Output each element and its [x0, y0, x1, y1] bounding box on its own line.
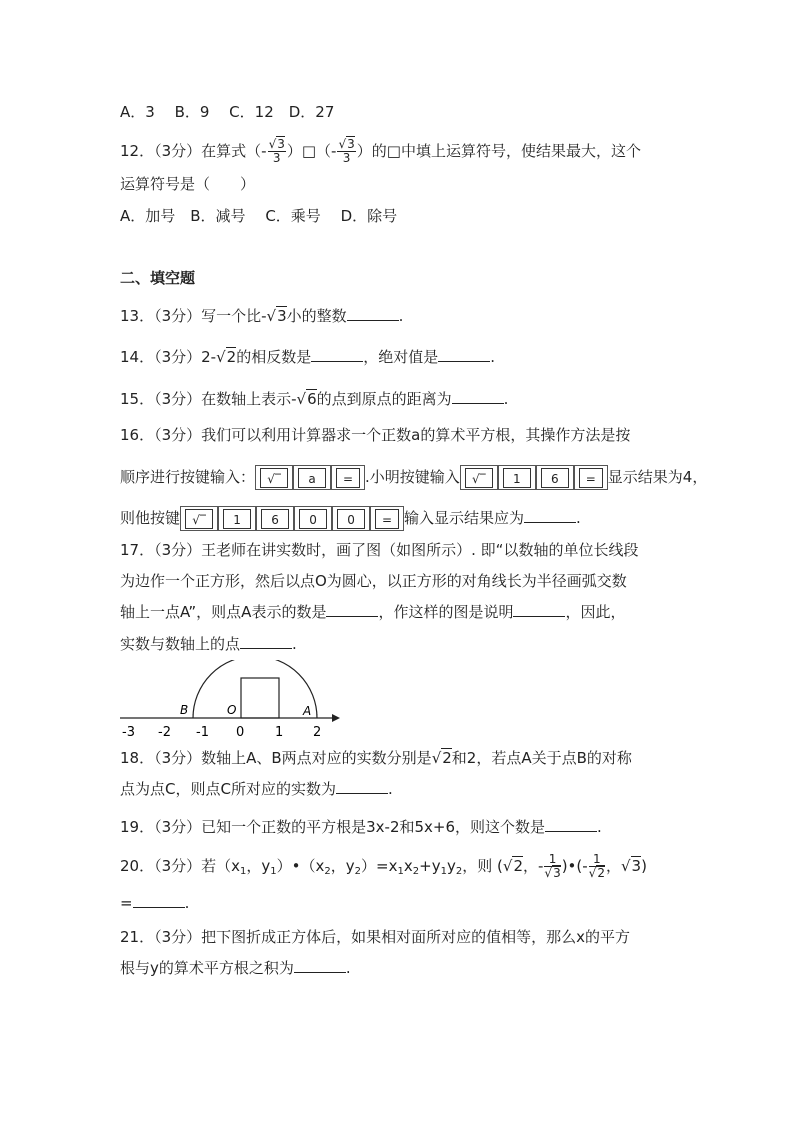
q20-line2: = . [120, 894, 190, 912]
section-title: 二、填空题 [120, 269, 196, 287]
tick-label: -3 [122, 725, 135, 740]
q17-line1: 17．（3分）王老师在讲实数时，画了图（如图所示）. 即“以数轴的单位长线段 [120, 541, 639, 559]
answer-blank[interactable] [240, 634, 292, 649]
sqrt-key: √‾ [260, 468, 288, 488]
zero-key: 0 [337, 509, 365, 529]
q12-line2: 运算符号是（ ） [120, 175, 256, 193]
q16-line3: 则他按键 √‾ 1 6 0 0 = 输入显示结果应为 . [120, 506, 581, 531]
q14: 14．（3分）2-√2的相反数是 ，绝对值是 . [120, 348, 496, 366]
label-O: O [227, 703, 237, 717]
sqrt-key: √‾ [465, 468, 493, 488]
q19: 19．（3分）已知一个正数的平方根是3x-2和5x+6，则这个数是 . [120, 818, 602, 836]
q12-line1: 12．（3分）在算式（- $\frac{√3}{3}$ ）□（- $\frac{√3}{3}$ ）的□中填上运算符号，使结果最大，这个 [120, 137, 641, 165]
q18-line1: 18．（3分）数轴上A、B两点对应的实数分别是√2和2，若点A关于点B的对称 [120, 749, 632, 767]
answer-blank[interactable] [326, 602, 378, 617]
tick-label: -2 [158, 725, 171, 740]
q11-options: A．3 B．9 C．12 D．27 [120, 103, 335, 121]
equals-key: = [579, 468, 603, 488]
answer-blank[interactable] [294, 958, 346, 973]
number-line-figure [110, 660, 350, 742]
q15: 15．（3分）在数轴上表示-√6的点到原点的距离为 . [120, 390, 509, 408]
answer-blank[interactable] [452, 389, 504, 404]
label-A: A [303, 704, 312, 718]
q12-mid: ）□（ [286, 142, 332, 160]
q21-line2: 根与y的算术平方根之积为 . [120, 959, 351, 977]
answer-blank[interactable] [513, 602, 565, 617]
one-key: 1 [503, 468, 531, 488]
key-sequence-1 [255, 465, 293, 490]
answer-blank[interactable] [438, 347, 490, 362]
six-key: 6 [261, 509, 289, 529]
q17-line2: 为边作一个正方形，然后以点O为圆心，以正方形的对角线长为半径画弧交数 [120, 572, 627, 590]
sqrt-key: √‾ [185, 509, 213, 529]
label-B: B [180, 703, 189, 717]
equals-key: = [375, 509, 399, 529]
zero-key: 0 [299, 509, 327, 529]
q12-minus: - [261, 142, 267, 160]
tick-label: 0 [236, 725, 245, 740]
answer-blank[interactable] [524, 508, 576, 523]
q17-line4: 实数与数轴上的点 . [120, 635, 297, 653]
answer-blank[interactable] [336, 779, 388, 794]
q16-line1: 16．（3分）我们可以利用计算器求一个正数a的算术平方根，其操作方法是按 [120, 426, 631, 444]
q20-line1: 20．（3分）若（$x_1$，$y_1)•(x_2$，$y_2)=x_1x_2+y_1y_2$，则 (√2，- $\frac{1}{√3}$ )•(- $\frac{1}{√2}$ ，√3) [120, 852, 647, 880]
q16-line2: 顺序进行按键输入： √‾ a = .小明按键输入 √‾ 1 6 = 显示结果为4， [120, 465, 707, 490]
equals-key: = [336, 468, 360, 488]
one-key: 1 [223, 509, 251, 529]
q21-line1: 21．（3分）把下图折成正方体后，如果相对面所对应的值相等，那么x的平方 [120, 928, 631, 946]
answer-blank[interactable] [133, 893, 185, 908]
q17-line3: 轴上一点A”，则点A表示的数是 ，作这样的图是说明 ，因此， [120, 603, 626, 621]
q13: 13．（3分）写一个比-√3小的整数 . [120, 307, 404, 325]
q12-frac1: $\frac{√3}{3}$ [268, 137, 285, 165]
answer-blank[interactable] [545, 817, 597, 832]
tick-label: 2 [313, 725, 322, 740]
q12-suffix: ）的□中填上运算符号，使结果最大，这个 [356, 142, 641, 160]
q18-line2: 点为点C，则点C所对应的实数为 . [120, 780, 393, 798]
q12-frac2: $\frac{√3}{3}$ [338, 137, 355, 165]
six-key: 6 [541, 468, 569, 488]
q12-prefix: 12．（3分）在算式（ [120, 142, 262, 160]
tick-label: 1 [275, 725, 284, 740]
answer-blank[interactable] [311, 347, 363, 362]
answer-blank[interactable] [347, 306, 399, 321]
tick-label: -1 [196, 725, 209, 740]
q12-options: A．加号 B．减号 C．乘号 D．除号 [120, 207, 398, 225]
a-key: a [298, 468, 326, 488]
